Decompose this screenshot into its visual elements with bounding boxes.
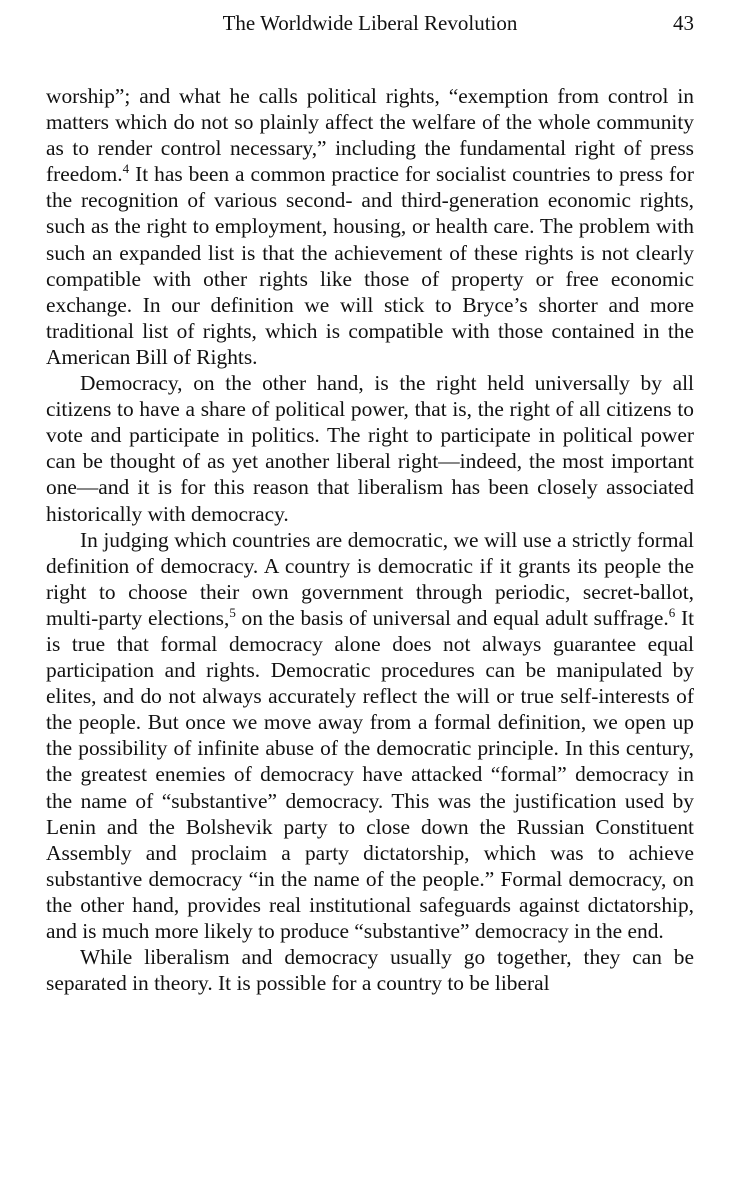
text-run: Democracy, on the other hand, is the right held universally by all citizens to have a share of political power, that is, the right of all citizens to vote and participate in politics. The right to participate in political power can be thought of as yet another liberal right—indeed, the most important one—and it is for this reason that liberalism has been closely associated historically with democracy. [46,371,694,526]
running-head [46,8,694,38]
text-run: worship”; and what he calls political rights, “exemption from control in matters which do not so plainly affect the welfare of the whole community as to render control necessary,” including the fundamental right of press freedom. [46,84,694,187]
paragraph [46,944,694,996]
text-run: In judging which countries are democratic, we will use a strictly formal definition of democracy. A country is democratic if it grants its people the right to choose their own government through periodic, secret-ballot, multi-party elections, [46,527,694,630]
paragraph [46,370,694,527]
page-number: 43 [673,11,694,35]
text-run: It is true that formal democracy alone does not always guarantee equal participation and rights. Democratic procedures can be manipulated by elites, and do not always accurately reflect the will or true self-interests of the people. But once we move away from a formal definition, we open up the possibility of infinite abuse of the democratic principle. In this century, the greatest enemies of democracy have attacked “formal” democracy in the name of “substantive” democracy. This was the justification used by Lenin and the Bolshevik party to close down the Russian Constituent Assembly and proclaim a party dictatorship, which was to achieve substantive democracy “in the name of the people.” Formal democracy, on the other hand, provides real institutional safeguards against dictatorship, and is much more likely to produce “substantive” democracy in the end. [46,605,695,943]
paragraph [46,83,694,370]
text-run: It has been a common practice for socialist countries to press for the recognition of various second- and third-generation economic rights, such as the right to employment, housing, or health care. The problem with such an expanded list is that the achievement of these rights is not clearly compatible with other rights like those of property or free economic exchange. In our definition we will stick to Bryce’s shorter and more traditional list of rights, which is compatible with those contained in the American Bill of Rights. [46,162,694,369]
text-run: on the basis of universal and equal adult suffrage. [235,605,669,630]
text-run: While liberalism and democracy usually go together, they can be separated in theory. It is possible for a country to be liberal [46,945,694,996]
body-text [46,83,694,996]
footnote-ref: 6 [668,604,676,620]
running-title: The Worldwide Liberal Revolution [222,11,518,35]
footnote-ref: 4 [122,161,130,177]
footnote-ref: 5 [229,604,236,620]
paragraph [46,527,694,945]
